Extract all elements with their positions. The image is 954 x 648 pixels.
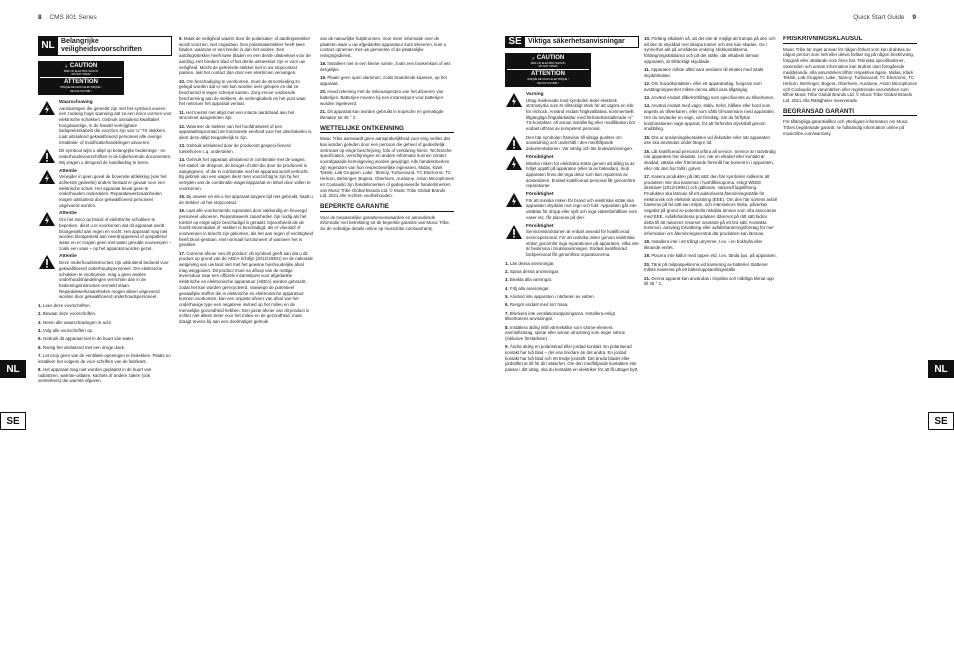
lang-title-se: Viktiga säkerhetsanvisningar [525, 36, 639, 48]
instruction-number: 13. [644, 95, 651, 101]
nl-col3-list [320, 61, 454, 120]
instruction-item [179, 194, 313, 205]
instruction-number: 1. [505, 260, 509, 266]
instruction-item [38, 336, 172, 342]
warranty-text-se: För tillämpliga garantivillkor och ytterligare information om Music Tribes begränsade garanti, se fullständig information online på musictribe.com/warranty. [783, 119, 908, 136]
instruction-item [644, 67, 778, 78]
side-tab-se-left[interactable]: SE [0, 412, 26, 430]
instruction-text: Het toestel met altijd met een intacte aarddraad aan het stroomnet aangesloten zijn. [179, 109, 295, 121]
series-name: CMS 801 Series [49, 14, 97, 21]
lang-title-nl: Belangrijke veiligheidsvoorschriften [58, 36, 172, 56]
instruction-item [505, 311, 639, 322]
instruction-number: 14. [644, 103, 651, 109]
instruction-number: 20. [644, 261, 651, 267]
side-tab-nl-right[interactable]: NL [928, 360, 954, 378]
attention-block-1-nl: Attentie Verwijder in geen geval de bovenste afdekking (van het achterste gedeelte) anders bestaat er gevaar voor een elektrische schok. Het apparaat bevat geen te onderhouden onderdelen. Reparatiewerkzaamheden mogen uitsluitend door gekwalificeerd personeel uitgevoerd worden. [38, 169, 172, 209]
instruction-item [644, 262, 778, 273]
instruction-item [38, 328, 172, 334]
instruction-number: 14. [179, 157, 186, 163]
disclaimer-title-se: FRISKRIVNINGSKLAUSUL [783, 36, 917, 44]
instruction-text: Laat alle voorkomende reparaties door vakkundig en bevoegd personeel uitvoeren. Reparatiewerk zaamheden zijn nodig als het toestel op enige wijze beschadigd is geraakt, bijvoorbeeld als de hoofd-stroomkabel of -stekker is beschadigd, als er vloeistof of voorwerpen in terecht zijn gekomen, als het aan regen of vochtigheid heeft bloot-gestaan, niet normaal functioneert of wanneer het is gevallen. [179, 208, 313, 248]
instruction-text: Correcte afvoer van dit product: dit symbool geeft aan dat u dit product op grond van de AEEA-richtlijn (2012/19/EU) en de nationale wetgeving van uw land niet met het gewone huishoudelijke afval mag weggooien. Dit product moet na afloop van de nuttige levensduur naar een officiële inzamelpost voor afgedankte elektrische en elektronische apparatuur (AEEA) worden gebracht, zodat het kan worden gerecycleerd. Vanwege de potentieel gevaarlijke stoffen die in elektrische en elektronische apparatuur kunnen voorkomen, kan een onjuiste afvoer van afval van het onderhavige type een negatieve invloed op het milieu en de menselijke gezondheid hebben. Een juiste afvoer van dit product is echter niet alleen beter voor het milieu en de gezondheid, maar draagt tevens bij aan een doelmatiger gebruik [179, 250, 313, 325]
instruction-number: 4. [505, 285, 509, 291]
instruction-number: 12. [644, 81, 651, 87]
instruction-number: 9. [179, 36, 183, 41]
instruction-number: 18. [644, 239, 651, 245]
lightning-triangle-icon [38, 100, 56, 116]
instruction-item [505, 294, 639, 300]
lightning-triangle-icon [38, 211, 56, 227]
nl-col3-continued: van de natuurlijke hulpbronnen. Voor meer informatie over de plaatsen waar u uw afgedankte apparatuur kunt inleveren, kunt u contact opnemen met uw gemeente of de plaatselijke reinigingsdienst. [320, 36, 447, 59]
instruction-item [179, 143, 313, 154]
instruction-item [179, 79, 313, 108]
instruction-text: Blockera inte ventilationsöppningarna. Installera enligt tillverkarens anvisningar. [505, 310, 615, 322]
instruction-item [320, 61, 454, 72]
instruction-number: 19. [644, 253, 651, 259]
instruction-item [644, 239, 778, 250]
attention-block-1-se: Försiktighet Minska risken för elektriska stötar genom att aldrig ta av höljet upptill på apparaten (eller ta av baksidan). Inuti apparaten finns det inga delar som kan repareras av användaren. Endast kvalificerad personal får genomföra reparationer. [505, 155, 639, 189]
instruction-item [179, 36, 313, 76]
instruction-number: 13. [179, 143, 186, 149]
instruction-item [505, 261, 639, 267]
instruction-item [644, 103, 778, 132]
instruction-text: Plaats geen open vlammen, zoals brandende kaarsen, op het apparaat. [320, 75, 447, 87]
instruction-item [644, 276, 778, 287]
instruction-number: 11. [644, 67, 650, 73]
instruction-number: 3. [505, 277, 509, 283]
instruction-text: Wanneer de stekker van het hoofdnetwerk of een apparaatstopcontact de functionele eenheid voor het uitschakelen is, dient deze altijd toegankelijk te zijn. [179, 123, 313, 141]
instruction-number: 12. [179, 123, 186, 129]
lightning-triangle-icon [505, 192, 523, 208]
instruction-text: Dra ur anslutningskontakten vid åskväder eller när apparaten inte ska användas under längre tid. [644, 134, 770, 146]
nl-col2-list [179, 36, 313, 325]
lang-code-se: SE [505, 36, 525, 48]
instruction-text: Kasera produkten på rätt sätt: den här symbolen indikerar att produkten inte ska kasseras i hushållssoporna, enligt WEEE direktivet (2012/19/EU) och gällande, nationell lagstiftning. Produkten ska lämnas till ett auktoriserat återvinningsställe för elektronisk och elektrisk utrustning (EEE). Om den här sortens avfall hanteras på fel sätt kan miljön, och människors hälsa, påverkas negativt på grund av potentiella riskabla ämnen som ofta associeras med EEE. Avfallshanteras produkten däremot på rätt sätt bidrar detta till att naturens resurser används på ett bra sätt. Kontakta kommun, ansvarig förvaltning eller avfallshanteringsföretag för mer information om återvinningscentral där produkten kan lämnas. [644, 173, 777, 236]
shock-warning-icon: ⚡ [64, 63, 68, 69]
instruction-item [644, 253, 778, 259]
caution-label-nl: ⚡ CAUTION RISK OF ELECTRIC SHOCK! DO NOT OPEN! ATTENTION RISQUE DE CHOC ELECTRIQUE ! NE PAS OUVRIR ! [38, 61, 124, 95]
instruction-text: Tänk på miljöaspekterna vid kassering av batterier. Batterier måste kasseras på ett batteriuppsamlingsställe. [644, 261, 768, 273]
instruction-text: Het apparaat mag niet worden geplaatst in de buurt van radiatoren, warmte-uitlaten, kachels of andere zaken (ook versterkers) die warmte afgeven. [38, 366, 152, 384]
se-col1-list [505, 261, 639, 373]
instruction-number: 5. [38, 336, 42, 342]
warning-block-se: Varning Uttag markerade med symbolen leder elektrisk strömstyrka som är tillräckligt stark för att utgöra en risk för elchock. Använd endast högkvalitativa, kommersiellt tillgängliga högtalarkablar med förhandsinstallerade ¼" TS-kontakter. All annan installering eller modifikation bör endast utföras av kompetent personal. [505, 92, 639, 132]
symbol-note-se: Den här symbolen hänvisar till viktiga punkter om användning och underhåll i den medfölljande dokumentationen. Var vänlig och läs bruksanvisningen. [505, 135, 639, 152]
instruction-number: 17. [644, 173, 651, 179]
instruction-item [505, 269, 639, 275]
se-column-1 [505, 36, 639, 641]
instruction-item [644, 81, 778, 92]
instruction-item [644, 135, 778, 146]
nl-col1-list [38, 303, 172, 384]
instruction-item [320, 109, 454, 120]
instruction-item [505, 277, 639, 283]
warranty-title-se: BEGRÄNSAD GARANTI [783, 109, 917, 117]
instruction-number: 2. [38, 311, 42, 317]
instruction-number: 6. [38, 344, 42, 350]
exclamation-triangle-icon [505, 135, 523, 151]
instruction-number: 6. [505, 302, 509, 308]
nl-column-3 [320, 36, 454, 641]
instruction-item [38, 303, 172, 309]
instruction-number: 19. [320, 75, 327, 81]
disclaimer-title-nl: WETTELIJKE ONTKENNING [320, 126, 454, 134]
instruction-text: Let erop geen van de ventilatie-openingen te bedekken. Plaats en installeer het volgens de voor-schriften van de fabrikant. [38, 352, 171, 364]
nl-column-1 [38, 36, 172, 641]
instruction-text: Använd endast tillbehör/tillägg som specificerats av tillverkaren. [651, 95, 775, 101]
symbol-note-nl: Dit symbool wijst u altijd op belangrijke bedienings - en onderhoudsvoorschriften in de bijbehorende documenten. Wij vragen u dringend de handleiding te lezen. [38, 148, 172, 165]
instruction-number: 2. [505, 269, 509, 275]
instruction-item [38, 320, 172, 326]
page-number-left: 8 [38, 14, 42, 21]
instruction-number: 7. [505, 310, 509, 316]
instruction-text: Förläng elkabeln så, att det inte är möjligt att trampa på den och att den är skyddad mot skarpa kanter och inte kan skadas. Ge i synnerhet akt på områdena omkring stickkontakterna, förlängningskablarna och på det ställe, där elkabeln lämnar apparaten, är tillräckligt skyddade. [644, 36, 776, 64]
instruction-item [505, 344, 639, 373]
instruction-text: Gebruik het apparaat uitsluitend in combinatie met de wagen, het statief, de driepoot, de beugel of tafel die door de producent is aangegeven, of die in combinatie met het apparaat wordt verkocht. Bij gebruik van een wagen dient men voorzichtig te zijn bij het verrijden van de combinatie wagen/apparaat en letsel door vallen te voorkomen. [179, 157, 311, 191]
instruction-number: 9. [505, 344, 509, 350]
instruction-number: 8. [38, 366, 42, 372]
guide-title: Quick Start Guide [853, 14, 905, 21]
instruction-text: Läs dessa anvisningar. [509, 260, 555, 266]
nl-column-2 [179, 36, 313, 641]
instruction-item [505, 325, 639, 342]
page-number-right: 9 [912, 14, 916, 21]
shock-warning-icon: ⚡ [531, 55, 535, 61]
instruction-text: Bewaar deze voorschriften. [42, 311, 97, 317]
caution-label-se: ⚡ CAUTION RISK OF ELECTRIC SHOCK! DO NOT OPEN! ATTENTION RISQUE DE CHOC ELECTRIQUE ! NE PAS OUVRIR ! [505, 53, 591, 87]
instruction-number: 15. [179, 194, 186, 200]
exclamation-triangle-icon [38, 148, 56, 164]
instruction-item [38, 311, 172, 317]
instruction-text: Installera inte i ett trångt utrymme, t.ex. i en bokhylla eller liknande enhet. [644, 239, 763, 250]
attention-block-3-se: Försiktighet Serviceinstruktionen är enbart avsedd för kvalificerad servicepersonal. För att undvika risker genom elektriska stötar, genomför inga reparationer på apparaten, vilka inte är beskrivna i bruksanvisningen. Endast kvalificerad fackpersonal får genomföra reparationerna. [505, 224, 639, 258]
instruction-text: Använd inte apparaten i närheten av vatten. [509, 293, 595, 299]
instruction-number: 10. [644, 36, 651, 41]
instruction-text: Om beschadiging te voorkomen, moet de stroomleiding zo gelegd worden dat er niet kan worden over gelopen en dat ze beschermd is tegen scherpe kanten. Zorg ervoor voldoende bescherming aan de stekkers, de verlengkabels en het punt waar het netsnoer het apparaat verlaat. [179, 78, 306, 107]
instruction-text: Installeer niet in een kleine ruimte, zoals een boekenkast of iets dergelijks. [320, 61, 451, 73]
disclaimer-text-nl: Music Tribe aanvaardt geen aansprakelijkheid voor enig verlies dat kan worden geleden door een persoon die geheel of gedeeltelijk vertrouwt op enige beschrijving, foto of verklaring hierin. Technische specificaties, verschijningen en andere informatie kunnen zonder voorafgaande kennisgeving worden gewijzigd. Alle handelsmerken zijn eigendom van hun respectievelijke eigenaren. Midas, Klark Teknik, Lab Gruppen, Lake, Tannoy, Turbosound, TC Electronic, TC Helicon, Behringer, Bugera, Oberheim, Auratone, Aston Microphones en Coolaudio zijn handelsmerken of gedeponeerde handelsmerken van Music Tribe Global Brands Ltd. © Music Tribe Global Brands Ltd. 2021 Alle rechten voorbehouden. [320, 136, 454, 199]
instruction-text: Denna apparat kan användas i tropiska och måttliga klimat upp till 45 ° C. [644, 275, 774, 287]
instruction-item [505, 286, 639, 292]
instruction-item [644, 95, 778, 101]
instruction-number: 8. [505, 324, 509, 330]
attention-block-2-nl: Attentie Om het risico op brand of elektrische schokken te beperken, dient u te voorkomen dat dit apparaat wordt blootgesteld aan regen en vocht. Het apparaat mag niet worden blootgesteld aan neerdruppelend of opspattend water en er mogen geen met water gevulde voorwerpen – zoals een vaas – op het apparaat worden gezet. [38, 211, 172, 251]
lightning-triangle-icon [505, 92, 523, 108]
instruction-text: Ändra aldrig en polariserad eller jordad kontakt. En polariserad kontakt har två blad – det ena bredare än det andra. En jordad kontakt har två blad och ett tredje jordstift. Det breda bladet eller jordstiftet är till för din säkerhet. Om den medföljande kontakten inte passar i ditt uttag, ska du kontakta en elektriker för att få uttaget bytt. [505, 344, 639, 373]
se-col2-list [644, 36, 778, 287]
instruction-text: Reinig het uitsluitend met een droge doek. [42, 344, 126, 350]
instruction-text: Volg alle voorschriften op. [42, 327, 94, 333]
instruction-number: 15. [644, 134, 651, 140]
warranty-title-nl: BEPERKTE GARANTIE [320, 204, 454, 212]
instruction-item [644, 149, 778, 172]
instruction-number: 1. [38, 303, 42, 309]
instruction-item [505, 302, 639, 308]
side-tab-nl-left[interactable]: NL [0, 360, 26, 378]
instruction-text: Placera inte källor med öppen eld, t.ex. tända ljus, på apparaten. [651, 253, 777, 259]
instruction-item [179, 157, 313, 191]
instruction-item [320, 89, 454, 106]
instruction-number: 17. [179, 250, 186, 256]
instruction-text: Spara dessa anvisningar. [509, 269, 560, 275]
exclamation-triangle-icon [505, 224, 523, 240]
instruction-number: 16. [644, 148, 651, 154]
attention-block-2-se: Försiktighet För att minska risken för brand och elektriska stötar ska apparaten skyddas mot regn och fukt. Apparaten går inte utsättas för dropp eller spill och inga vattenbehållare som vaser etc. får placeras på den. [505, 192, 639, 221]
instruction-item [179, 251, 313, 325]
warning-block-nl: Waarschuwing Aansluitingen die gemerkt zijn met het symbool voeren een zodanig hoge spanning dat ze een risico vormen voor elektrische schokken. Gebruik uitsluitend kwalitatief hoogwaardige, in de handel verkrijgbare luidsprekerkabels die voorzien zijn van ¼" TS stekkers. Laat uitsluitend gekwalificeerd personeel alle overige installatie- of modificatiehandelingen uitvoeren. [38, 100, 172, 146]
se-column-3 [783, 36, 917, 641]
instruction-item [179, 208, 313, 248]
instruction-item [179, 124, 313, 141]
attention-block-3-nl: Attentie Deze onderhoudsinstructies zijn uitsluitend bedoeld voor gekwalificeerd onderhoudspersoneel. Om elektrische schokken te voorkomen, mag u geen andere onderhoudshandelingen verrichten dan in de bedieningsinstructies vermeld staan. Reparatiewerkzaamheden mogen alleen uitgevoerd worden door gekwalificeerd onderhoudspersoneel. [38, 254, 172, 300]
instruction-number: 11. [179, 109, 185, 115]
instruction-text: Använd endast med vagn, stativ, trefot, hållare eller bord som angetts av tillverkaren, eller som sålts till-sammans med apparaten. Om du använder en vagn, var försiktig, när du förflyttar kombinationen vagn-apparat, för att förhindra olycksfall genom snubbling. [644, 103, 776, 132]
instruction-text: Maak de veiligheid waarin door de polarisatie- of aardingsstekker wordt voorzien, niet ongedaan. Een polarisatiestekker heeft twee bladen, waarvan er een breder is dan het andere. Een aardingsstekker heeft twee bladen en een derde uitsteeksel voor de aarding. Het bredere blad of het derde uitsteeksel zijn er voor uw veiligheid. Mocht de geleverde stekker niet in uw stopcontact passen, laat het contact dan door een elektricien vervangen. [179, 36, 311, 76]
lightning-triangle-icon [38, 169, 56, 185]
instruction-text: Lees deze voorschriften. [42, 303, 91, 309]
instruction-text: Installera aldrig intill värmekällor som värme-element, varmluftsintag, spisar eller annan utrustning som avger värme (inklusive förstärkare). [505, 324, 626, 341]
instruction-text: Gebruik dit apparaat niet in de buurt van water. [42, 336, 135, 342]
instruction-text: Houd rekening met de milieuaspecten van het afvoeren van batterijen. Batterijen moeten bij een inzamelpunt voor batterijen worden ingeleverd. [320, 89, 444, 106]
side-tab-se-right[interactable]: SE [928, 412, 954, 430]
instruction-text: Dit apparaat kan worden gebruikt in tropische en gematigde klimaten tot 45 ° C . [320, 109, 444, 120]
page-header-right [853, 14, 916, 21]
se-column-2 [644, 36, 778, 641]
instruction-text: Beakta alla varningar. [509, 277, 553, 283]
se-language-heading [505, 36, 639, 48]
instruction-text: Låt kvalificerad personal utföra all service. Service är nödvändig när apparaten har skadats, t.ex. när en elkabel eller kontakt är skadad, vätska eller främmande föremål har kommit in i apparaten, eller när den har fallit i golvet. [644, 148, 776, 171]
instruction-number: 3. [38, 319, 42, 325]
instruction-text: Neem alle waarschuwingen in acht. [42, 319, 112, 325]
instruction-text: Följ alla anvisningar. [509, 285, 550, 291]
instruction-item [644, 36, 778, 65]
lightning-triangle-icon [505, 155, 523, 171]
instruction-number: 10. [179, 78, 186, 84]
instruction-number: 21. [644, 275, 651, 281]
instruction-number: 21. [320, 109, 327, 115]
instruction-number: 5. [505, 293, 509, 299]
instruction-number: 20. [320, 89, 327, 95]
instruction-item [38, 353, 172, 364]
warranty-text-nl: Voor de toepasselijke garantievoorwaarden en aanvullende informatie met betrekking tot de beperkte garantie van Music Tribe, zie de volledige details online op musictribe.com/warranty. [320, 214, 451, 232]
nl-language-heading [38, 36, 172, 56]
instruction-text: Om huvudkontakten, eller ett apparatuttag, fungerar som avstängningsenhet måste denna alltid vara tillgänglig. [644, 81, 762, 92]
page-header-left [38, 14, 97, 21]
instruction-number: 7. [38, 352, 42, 358]
instruction-item [320, 75, 454, 86]
disclaimer-text-se: Music Tribe tar inget ansvar för någon förlust som kan drabbas av någon person som helt eller delvis förlitar sig på någon beskrivning, fotografi eller uttalande som finns här. Tekniska specifikationer, utseenden och annan information kan ändras utan föregående meddelande. Alla varumärken tillhör respektive ägare. Midas, Klark Teknik, Lab Gruppen, Lake, Tannoy, Turbosound, TC Electronic, TC Helicon, Behringer, Bugera, Oberheim, Auratone, Aston Microphones och Coolaudio är varumärken eller registrerade varumärken som tillhör Music Tribe Global Brands Ltd. © Music Tribe Global Brands Ltd. 2021 Alla Rättigheter reserverade. [783, 46, 917, 104]
instruction-text: Gebruik uitsluitend door de producent gespeci-ficeerd toebehoren c.q. onderdelen. [179, 143, 291, 155]
instruction-item [179, 110, 313, 121]
instruction-text: Apparaten måste alltid vara ansluten till elnätet med intakt skyddsledare. [644, 67, 764, 78]
instruction-text: Bij onweer en als u het apparaat langere tijd niet gebruikt, haalt u de stekker uit het stopcontact. [179, 194, 313, 205]
page-right [477, 0, 954, 648]
instruction-text: Rengör endast med torr trasa. [509, 302, 569, 308]
instruction-item [38, 345, 172, 351]
exclamation-triangle-icon [38, 254, 56, 270]
instruction-number: 4. [38, 327, 42, 333]
instruction-number: 16. [179, 208, 186, 214]
instruction-item [38, 367, 172, 384]
instruction-number: 18. [320, 61, 327, 67]
lang-code-nl: NL [38, 36, 58, 56]
instruction-item [644, 174, 778, 237]
